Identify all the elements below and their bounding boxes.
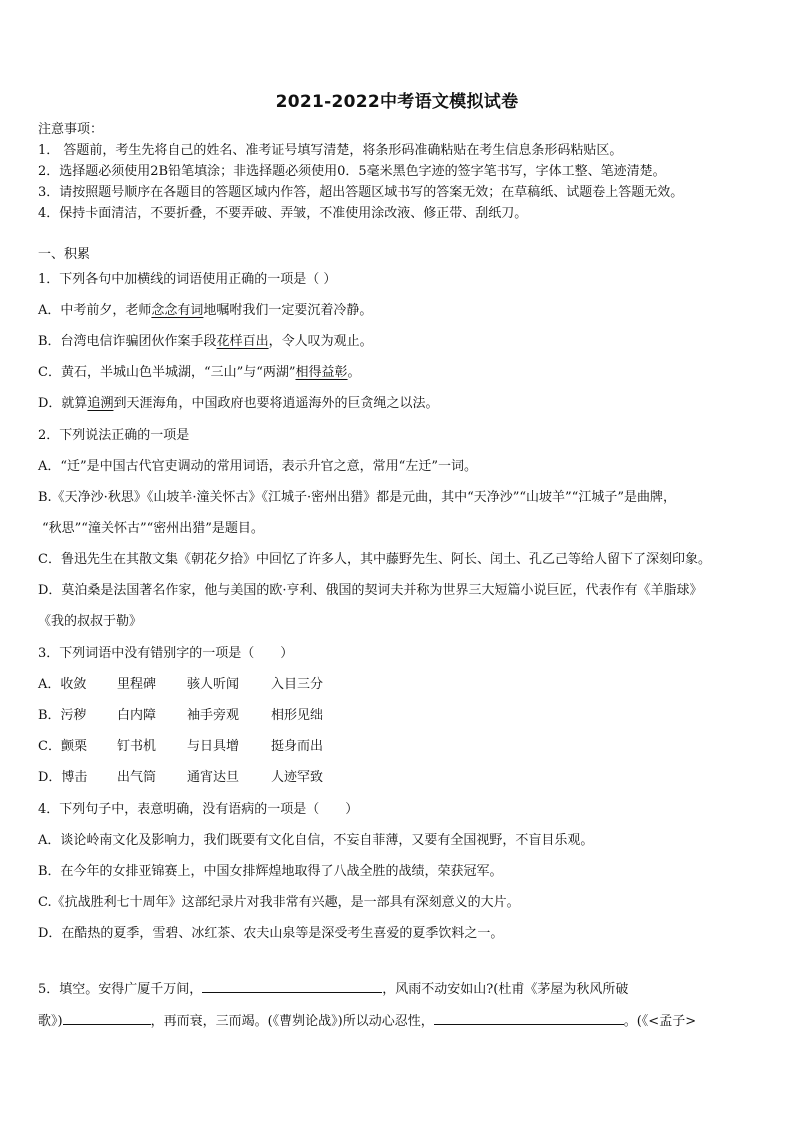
q1-b-text-end: ，令人叹为观止。: [268, 334, 373, 349]
q4-stem: 4．下列句子中，表意明确，没有语病的一项是（ ）: [38, 802, 359, 817]
q3-c-word1: C．颤栗: [38, 739, 87, 754]
q4-option-c: C.《抗战胜利七十周年》这部纪录片对我非常有兴趣，是一部具有深刻意义的大片。: [38, 895, 520, 910]
q5-blank-1[interactable]: [202, 978, 382, 993]
q3-b-word3: 袖手旁观: [187, 708, 240, 723]
page-title: 2021-2022中考语文模拟试卷: [275, 92, 519, 112]
q1-b-underlined: 花样百出: [216, 334, 269, 349]
q3-a-word3: 骇人听闻: [187, 677, 240, 692]
q4-option-d: D．在酷热的夏季，雪碧、冰红茶、农夫山泉等是深受考生喜爱的夏季饮料之一。: [38, 926, 504, 941]
notice-item-2: 2．选择题必须使用2B铅笔填涂；非选择题必须使用0．5毫米黑色字迹的签字笔书写，字体工整、笔迹清楚。: [38, 164, 666, 179]
section-heading: 一、积累: [38, 247, 91, 262]
q5-text-4: ，再而衰，三而竭。(《曹刿论战》)所以动心忍性，: [150, 1014, 434, 1029]
q1-option-b: [38, 333, 373, 351]
q1-c-text: C．黄石，半城山色半城湖，“三山”与“两湖”: [38, 365, 296, 380]
q2-option-b-line1: B.《天净沙·秋思》《山坡羊·潼关怀古》《江城子·密州出猎》都是元曲，其中“天净沙”“山坡羊”“江城子”是曲牌，: [38, 490, 676, 505]
q1-d-text: D．就算: [38, 396, 88, 411]
notice-item-3: 3．请按照题号顺序在各题目的答题区域内作答，超出答题区域书写的答案无效；在草稿纸、试题卷上答题无效。: [38, 185, 684, 200]
q5-text-5: 。(《<孟子>: [623, 1014, 697, 1029]
q1-a-text: A．中考前夕，老师: [38, 303, 152, 318]
q3-stem: 3．下列词语中没有错别字的一项是（ ）: [38, 646, 294, 661]
q1-a-underlined: 念念有词: [151, 303, 204, 318]
q1-stem: 1．下列各句中加横线的词语使用正确的一项是（ ）: [38, 272, 337, 287]
q2-option-a: A．“迁”是中国古代官吏调动的常用词语，表示升官之意，常用“左迁”一词。: [38, 459, 477, 474]
q4-option-a: A．谈论岭南文化及影响力，我们既要有文化自信，不妄自菲薄，又要有全国视野，不盲目乐观。: [38, 833, 594, 848]
notice-heading: 注意事项：: [38, 122, 104, 137]
q5-line2: [38, 1010, 696, 1031]
q1-c-text-end: 。: [347, 365, 361, 380]
q3-b-word2: 白内障: [117, 708, 157, 723]
q5-text-2: ，风雨不动安如山?(杜甫《茅屋为秋风所破: [382, 982, 629, 997]
q3-c-word4: 挺身而出: [271, 739, 324, 754]
q4-option-b: B．在今年的女排亚锦赛上，中国女排辉煌地取得了八战全胜的战绩，荣获冠军。: [38, 864, 503, 879]
q5-text-3: 歌》): [38, 1014, 63, 1029]
q1-c-underlined: 相得益彰: [295, 365, 348, 380]
q3-c-word3: 与日具增: [187, 739, 240, 754]
q1-option-d: [38, 395, 438, 413]
q3-b-word1: B．污秽: [38, 708, 87, 723]
q3-a-word1: A．收敛: [38, 677, 87, 692]
q1-option-a: [38, 302, 372, 320]
q2-stem: 2．下列说法正确的一项是: [38, 428, 190, 443]
q1-b-text: B．台湾电信诈骗团伙作案手段: [38, 334, 217, 349]
q3-c-word2: 钉书机: [117, 739, 157, 754]
q5-text-1: 5．填空。安得广厦千万间，: [38, 982, 203, 997]
q1-d-underlined: 追溯: [87, 396, 114, 411]
q1-a-text-end: 地嘱咐我们一定要沉着冷静。: [203, 303, 373, 318]
q2-option-c: C．鲁迅先生在其散文集《朝花夕拾》中回忆了许多人，其中藤野先生、阿长、闰土、孔乙己等给人留下了深刻印象。: [38, 552, 711, 567]
notice-item-1: 1． 答题前，考生先将自己的姓名、准考证号填写清楚，将条形码准确粘贴在考生信息条形码粘贴区。: [38, 143, 623, 158]
q5-line1: [38, 978, 628, 999]
q2-option-b-line2: “秋思”“潼关怀古”“密州出猎”是题目。: [42, 521, 264, 536]
q3-d-word3: 通宵达旦: [187, 770, 240, 785]
q3-d-word4: 人迹罕致: [271, 770, 324, 785]
q5-blank-3[interactable]: [434, 1010, 624, 1025]
q2-option-d-line1: D．莫泊桑是法国著名作家，他与美国的欧·亨利、俄国的契诃夫并称为世界三大短篇小说巨匠，代表作有《羊脂球》: [38, 583, 703, 598]
q3-a-word2: 里程碑: [117, 677, 157, 692]
q3-d-word2: 出气筒: [117, 770, 157, 785]
q3-a-word4: 入目三分: [271, 677, 324, 692]
q1-option-c: [38, 364, 361, 382]
q1-d-text-end: 到天涯海角，中国政府也要将逍遥海外的巨贪绳之以法。: [113, 396, 439, 411]
q3-d-word1: D．博击: [38, 770, 88, 785]
q5-blank-2[interactable]: [63, 1010, 151, 1025]
notice-item-4: 4．保持卡面清洁，不要折叠，不要弄破、弄皱，不准使用涂改液、修正带、刮纸刀。: [38, 206, 528, 221]
q3-b-word4: 相形见绌: [271, 708, 324, 723]
q2-option-d-line2: 《我的叔叔于勒》: [38, 614, 143, 629]
